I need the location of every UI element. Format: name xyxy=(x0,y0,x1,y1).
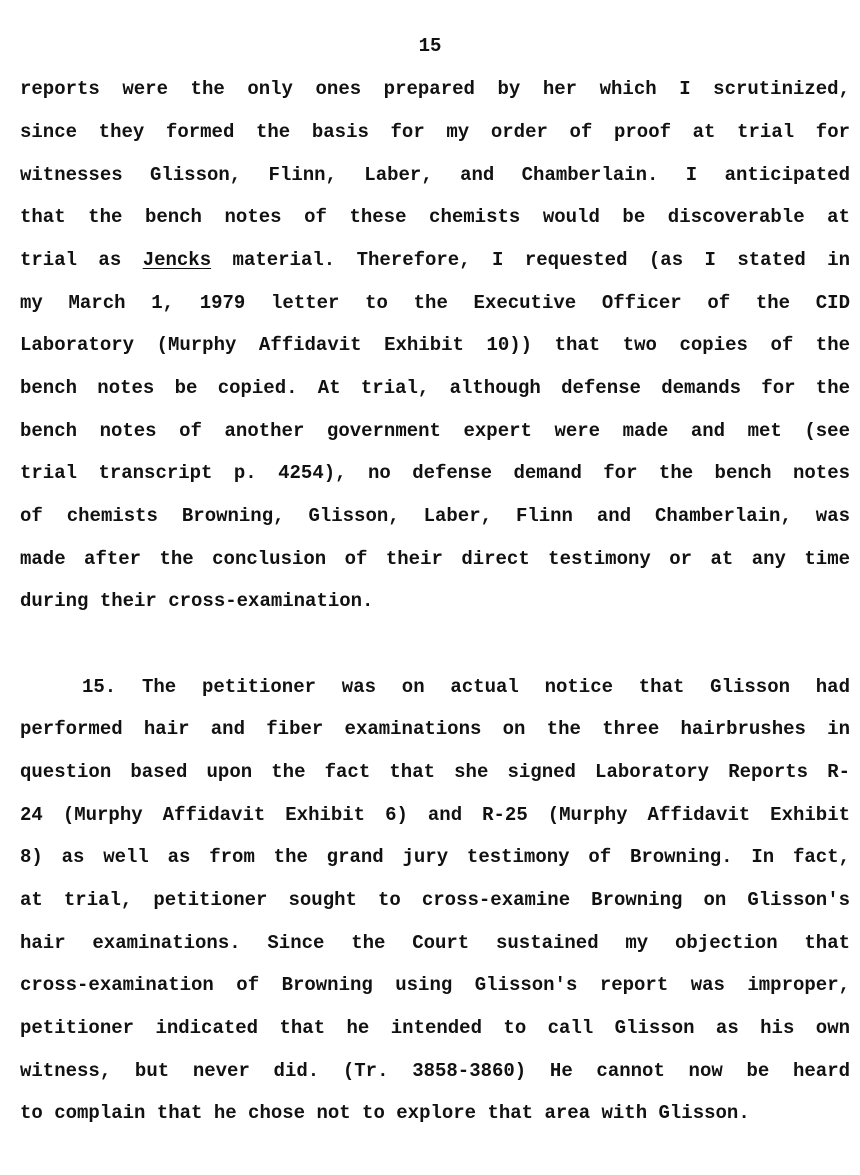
text-line: since they formed the basis for my order of proof at trial for xyxy=(20,121,850,143)
page-number: 15 xyxy=(418,35,442,57)
text-line: 24 (Murphy Affidavit Exhibit 6) and R-25 (Murphy Affidavit Exhibit xyxy=(20,804,850,826)
jencks-underlined-term: Jencks xyxy=(142,249,212,271)
text-line: Laboratory (Murphy Affidavit Exhibit 10)) that two copies of the xyxy=(20,334,850,356)
text-line: reports were the only ones prepared by her which I scrutinized, xyxy=(20,78,850,100)
text-line: my March 1, 1979 letter to the Executive Officer of the CID xyxy=(20,292,850,314)
text-line: made after the conclusion of their direct testimony or at any time xyxy=(20,548,850,570)
text-line: cross-examination of Browning using Glisson's report was improper, xyxy=(20,974,850,996)
text-line: of chemists Browning, Glisson, Laber, Flinn and Chamberlain, was xyxy=(20,505,850,527)
text-line: during their cross-examination. xyxy=(20,590,374,612)
text-segment: material. Therefore, I requested (as I stated in xyxy=(232,249,851,271)
text-line: 15. The petitioner was on actual notice that Glisson had xyxy=(82,676,850,698)
text-segment: trial as xyxy=(20,249,122,271)
text-line: performed hair and fiber examinations on the three hairbrushes in xyxy=(20,718,850,740)
text-line: bench notes of another government expert were made and met (see xyxy=(20,420,850,442)
text-line: bench notes be copied. At trial, although defense demands for the xyxy=(20,377,850,399)
text-line: question based upon the fact that she signed Laboratory Reports R- xyxy=(20,761,850,783)
text-line: at trial, petitioner sought to cross-examine Browning on Glisson's xyxy=(20,889,850,911)
text-line: hair examinations. Since the Court sustained my objection that xyxy=(20,932,850,954)
text-line: petitioner indicated that he intended to call Glisson as his own xyxy=(20,1017,850,1039)
text-line-jencks xyxy=(20,247,850,273)
text-line: to complain that he chose not to explore that area with Glisson. xyxy=(20,1102,750,1124)
text-line: witness, but never did. (Tr. 3858-3860) He cannot now be heard xyxy=(20,1060,850,1082)
text-line: that the bench notes of these chemists would be discoverable at xyxy=(20,206,850,228)
text-line: trial transcript p. 4254), no defense demand for the bench notes xyxy=(20,462,850,484)
text-line: witnesses Glisson, Flinn, Laber, and Chamberlain. I anticipated xyxy=(20,164,850,186)
text-line: 8) as well as from the grand jury testimony of Browning. In fact, xyxy=(20,846,850,868)
